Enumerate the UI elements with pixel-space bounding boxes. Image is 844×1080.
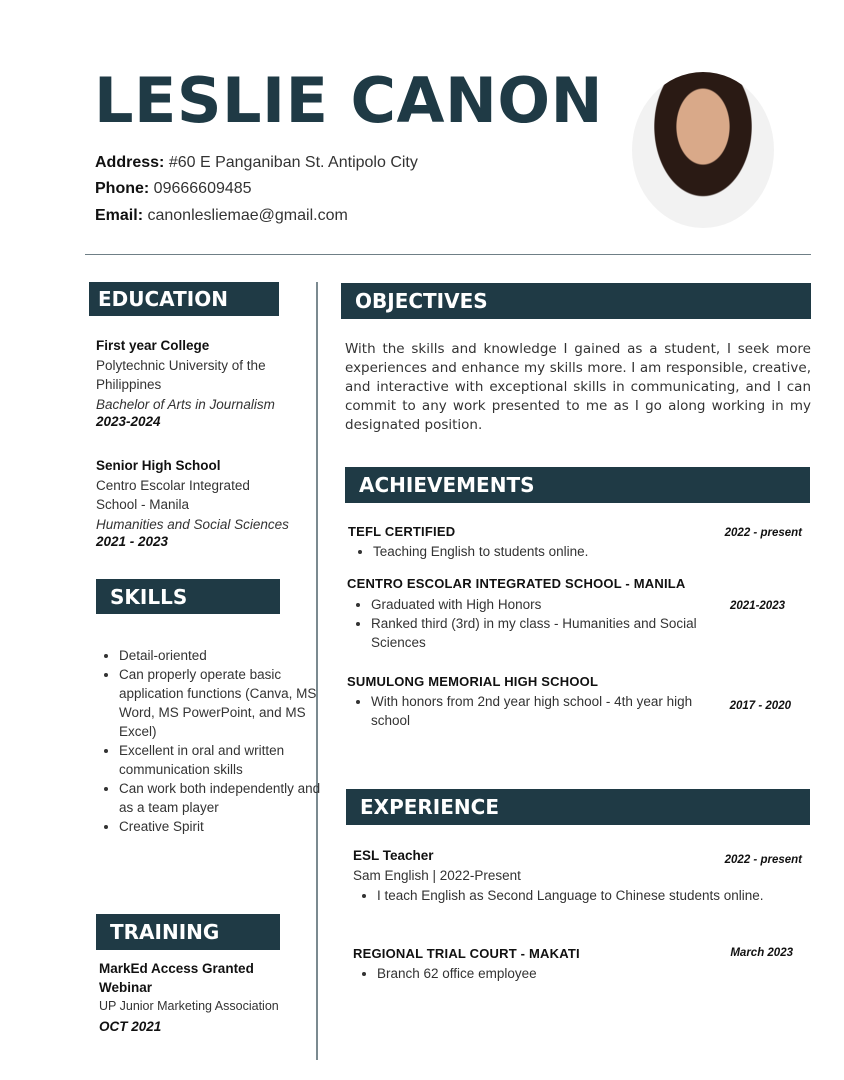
list-item: • With honors from 2nd year high school - 4th year high school — [371, 692, 711, 730]
objectives-text: With the skills and knowledge I gained as a student, I seek more experiences and enhance my skills more. I am responsible, creative, and interactive with exceptional skills in communicating, and I can commit to any work presented to me as I go along working in my designated position. — [345, 341, 811, 433]
list-item: • Excellent in oral and written communication skills — [119, 741, 324, 779]
phone-line — [95, 180, 252, 198]
header-divider — [85, 254, 811, 255]
objectives-heading: OBJECTIVES — [341, 283, 811, 319]
list-item: • Ranked third (3rd) in my class - Humanities and Social Sciences — [371, 614, 711, 652]
list-item: • Graduated with High Honors — [371, 595, 711, 614]
education-school-line1: Centro Escolar Integrated — [96, 477, 250, 493]
list-item: • Creative Spirit — [119, 817, 324, 836]
education-school-line1: Polytechnic University of the — [96, 357, 266, 373]
training-org: UP Junior Marketing Association — [99, 999, 279, 1013]
list-item: • Can work both independently and as a team player — [119, 779, 324, 817]
experience-title: ESL Teacher — [353, 848, 434, 863]
education-years: 2023-2024 — [96, 414, 161, 429]
experience-heading: EXPERIENCE — [346, 789, 810, 825]
achievements-heading: ACHIEVEMENTS — [345, 467, 810, 503]
achievement-date: 2017 - 2020 — [729, 700, 791, 712]
achievement-date: 2021-2023 — [730, 600, 785, 612]
address-label: Address: — [95, 154, 165, 171]
experience-date: 2022 - present — [724, 854, 802, 866]
email-value: canonlesliemae@gmail.com — [147, 207, 348, 224]
list-item: • Can properly operate basic application functions (Canva, MS Word, MS PowerPoint, and MS Excel) — [119, 665, 324, 741]
education-school-line2: Philippines — [96, 377, 162, 392]
achievement-title: TEFL CERTIFIED — [348, 524, 456, 539]
list-item: • Detail-oriented — [119, 646, 324, 665]
achievement-bullets — [349, 542, 733, 561]
achievement-bullets — [347, 692, 711, 730]
skills-list — [95, 646, 324, 836]
training-date: OCT 2021 — [99, 1019, 162, 1034]
education-heading: EDUCATION — [89, 282, 279, 316]
education-program: Humanities and Social Sciences — [96, 516, 289, 532]
education-level: First year College — [96, 338, 210, 353]
phone-label: Phone: — [95, 180, 150, 197]
list-item: • Branch 62 office employee — [377, 964, 757, 983]
education-level: Senior High School — [96, 458, 221, 473]
list-item: • Teaching English to students online. — [373, 542, 733, 561]
experience-bullets — [353, 964, 757, 983]
phone-value: 09666609485 — [153, 180, 252, 197]
skills-heading: SKILLS — [96, 579, 280, 614]
experience-title: REGIONAL TRIAL COURT - MAKATI — [353, 946, 580, 961]
resume-name: LESLIE CANON — [94, 64, 603, 137]
achievement-title: CENTRO ESCOLAR INTEGRATED SCHOOL - MANILA — [347, 576, 686, 591]
experience-date: March 2023 — [730, 947, 793, 959]
list-item: • I teach English as Second Language to Chinese students online. — [377, 886, 767, 905]
education-item — [96, 456, 311, 550]
address-line — [95, 154, 418, 172]
achievement-date: 2022 - present — [724, 527, 802, 539]
education-years: 2021 - 2023 — [96, 534, 169, 549]
education-school-line2: School - Manila — [96, 497, 190, 512]
email-line — [95, 207, 348, 225]
education-item — [96, 336, 311, 430]
profile-photo — [632, 72, 774, 228]
address-value: #60 E Panganiban St. Antipolo City — [168, 154, 418, 171]
achievement-title: SUMULONG MEMORIAL HIGH SCHOOL — [347, 674, 599, 689]
experience-subtitle: Sam English | 2022-Present — [353, 868, 521, 883]
training-title: MarkEd Access Granted Webinar — [99, 961, 254, 995]
achievement-bullets — [347, 595, 711, 652]
email-label: Email: — [95, 207, 144, 224]
experience-bullets — [353, 886, 767, 905]
education-program: Bachelor of Arts in Journalism — [96, 396, 275, 412]
training-item — [99, 959, 309, 1037]
training-heading: TRAINING — [96, 914, 280, 950]
